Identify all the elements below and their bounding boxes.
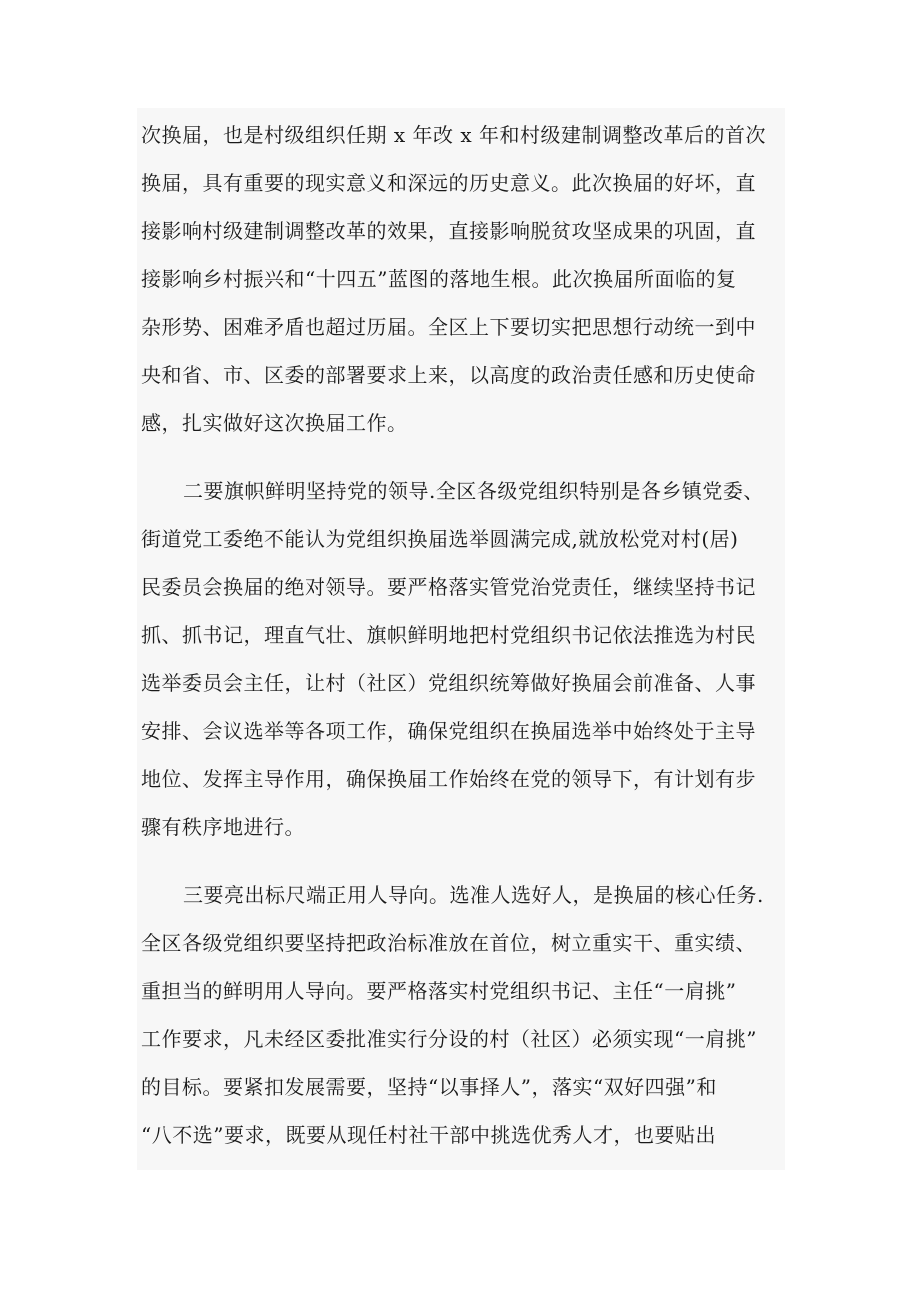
text-line: 感，扎实做好这次换届工作。 bbox=[141, 411, 408, 435]
text-line: 工作要求，凡未经区委批准实行分设的村（社区）必须实现“一肩挑” bbox=[141, 1027, 757, 1051]
text-line: “八不选”要求，既要从现任村社干部中挑选优秀人才，也要贴出 bbox=[141, 1123, 716, 1147]
text-line: 骤有秩序地进行。 bbox=[141, 815, 305, 839]
text-line: 安排、会议选举等各项工作，确保党组织在换届选举中始终处于主导 bbox=[141, 719, 756, 743]
text-line: 街道党工委绝不能认为党组织换届选举圆满完成,就放松党对村(居) bbox=[141, 527, 739, 551]
text-line: 抓、抓书记，理直气壮、旗帜鲜明地把村党组织书记依法推选为村民 bbox=[141, 623, 756, 647]
text-line: 杂形势、困难矛盾也超过历届。全区上下要切实把思想行动统一到中 bbox=[141, 315, 756, 339]
text-line: 民委员会换届的绝对领导。要严格落实管党治党责任，继续坚持书记 bbox=[141, 575, 756, 599]
text-line: 地位、发挥主导作用，确保换届工作始终在党的领导下，有计划有步 bbox=[141, 767, 756, 791]
text-line: 三要亮出标尺端正用人导向。选准人选好人，是换届的核心任务. bbox=[183, 883, 764, 907]
text-line: 换届，具有重要的现实意义和深远的历史意义。此次换届的好坏，直 bbox=[141, 171, 756, 195]
text-line: 央和省、市、区委的部署要求上来，以高度的政治责任感和历史使命 bbox=[141, 363, 756, 387]
text-line: 选举委员会主任，让村（社区）党组织统筹做好换届会前准备、人事 bbox=[141, 671, 756, 695]
text-line: 次换届，也是村级组织任期 x 年改 x 年和村级建制调整改革后的首次 bbox=[141, 123, 766, 147]
text-line: 接影响村级建制调整改革的效果，直接影响脱贫攻坚成果的巩固，直 bbox=[141, 219, 756, 243]
text-line: 全区各级党组织要坚持把政治标准放在首位，树立重实干、重实绩、 bbox=[141, 931, 756, 955]
text-line: 接影响乡村振兴和“十四五”蓝图的落地生根。此次换届所面临的复 bbox=[141, 267, 737, 291]
text-line: 重担当的鲜明用人导向。要严格落实村党组织书记、主任“一肩挑” bbox=[141, 979, 737, 1003]
text-line: 二要旗帜鲜明坚持党的领导.全区各级党组织特别是各乡镇党委、 bbox=[183, 479, 764, 503]
text-line: 的目标。要紧扣发展需要，坚持“以事择人”，落实“双好四强”和 bbox=[141, 1075, 717, 1099]
